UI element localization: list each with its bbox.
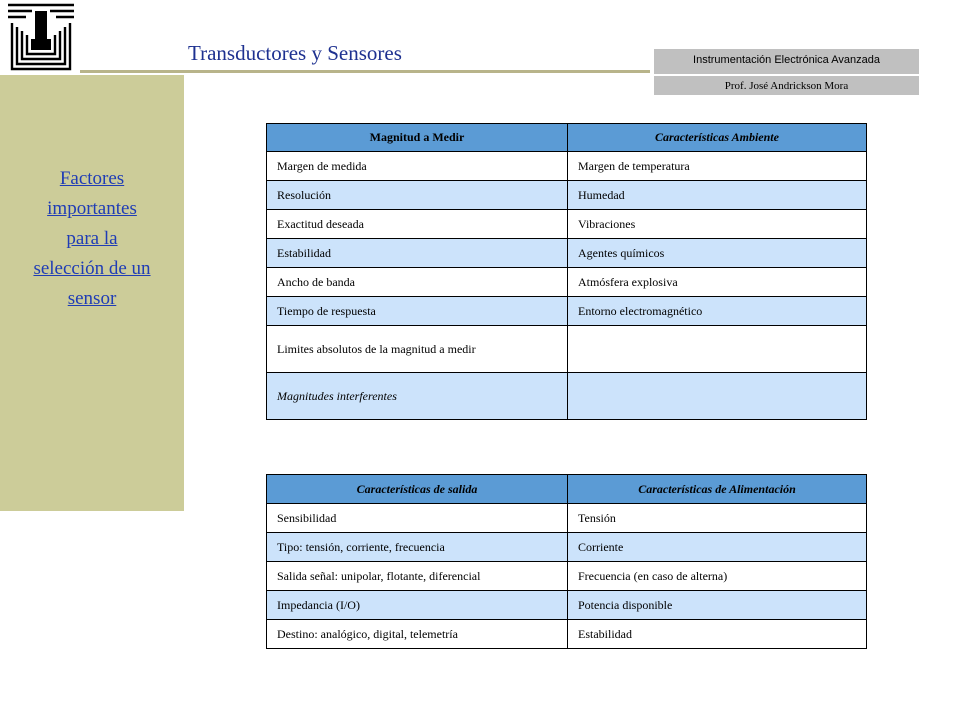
table-row [267,562,867,591]
factors-link-line[interactable]: selección de un [33,258,151,279]
table-row [267,297,867,326]
table-row [267,181,867,210]
table-row [267,504,867,533]
table-cell: Corriente [568,533,867,562]
output-power-table [266,474,867,649]
table-row [267,620,867,649]
table-row [267,239,867,268]
table-cell: Limites absolutos de la magnitud a medir [267,326,568,373]
table-row [267,373,867,420]
table-cell: Estabilidad [267,239,568,268]
table-cell [568,373,867,420]
course-label: Instrumentación Electrónica Avanzada [654,49,919,74]
column-header: Características de Alimentación [568,475,867,504]
table-row [267,210,867,239]
factors-link-line[interactable]: Factores [59,168,125,189]
table-cell: Tipo: tensión, corriente, frecuencia [267,533,568,562]
measurement-table [266,123,867,420]
logo-area [0,0,80,75]
factors-link-line[interactable]: sensor [67,288,117,309]
table-cell: Vibraciones [568,210,867,239]
table-cell: Tiempo de respuesta [267,297,568,326]
table-cell: Margen de medida [267,152,568,181]
column-header: Magnitud a Medir [267,124,568,152]
table-header-row [267,124,867,152]
table-cell: Salida señal: unipolar, flotante, diferencial [267,562,568,591]
header-divider [80,70,650,73]
table-cell: Estabilidad [568,620,867,649]
table-row [267,152,867,181]
table-cell: Entorno electromagnético [568,297,867,326]
table-row [267,326,867,373]
table-cell: Tensión [568,504,867,533]
table-row [267,591,867,620]
table-cell: Impedancia (I/O) [267,591,568,620]
table-cell: Ancho de banda [267,268,568,297]
professor-label: Prof. José Andrickson Mora [654,76,919,95]
table-row [267,533,867,562]
page-title: Transductores y Sensores [188,41,402,65]
institution-logo-icon [6,3,76,71]
factors-link-line[interactable]: para la [66,228,118,249]
table-cell: Sensibilidad [267,504,568,533]
table-cell: Magnitudes interferentes [267,373,568,420]
table-cell: Agentes químicos [568,239,867,268]
table-cell: Atmósfera explosiva [568,268,867,297]
table-cell [568,326,867,373]
table-cell: Frecuencia (en caso de alterna) [568,562,867,591]
table-cell: Humedad [568,181,867,210]
factors-link-line[interactable]: importantes [47,198,137,219]
table-row [267,268,867,297]
table-cell: Resolución [267,181,568,210]
table-cell: Destino: analógico, digital, telemetría [267,620,568,649]
factors-link[interactable] [0,164,184,314]
table-header-row [267,475,867,504]
table-cell: Exactitud deseada [267,210,568,239]
table-cell: Potencia disponible [568,591,867,620]
table-cell: Margen de temperatura [568,152,867,181]
column-header: Características de salida [267,475,568,504]
column-header: Características Ambiente [568,124,867,152]
